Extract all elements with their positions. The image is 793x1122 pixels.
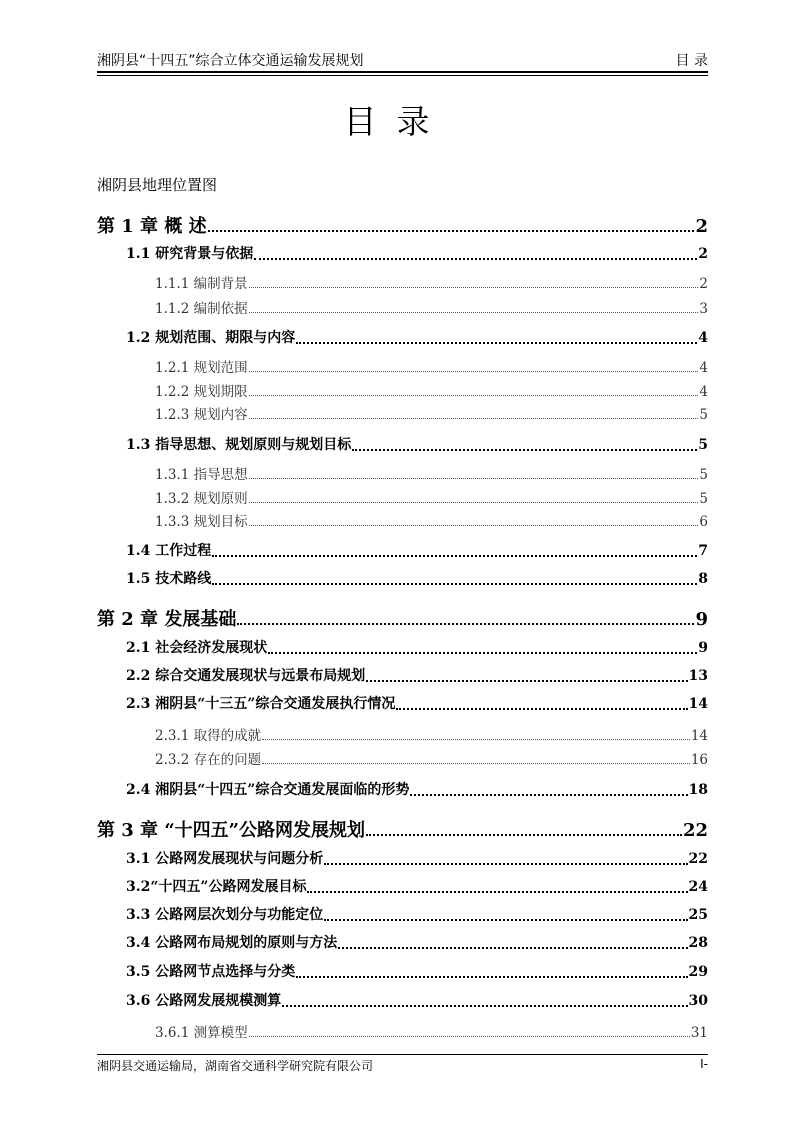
toc-entry-page: 5	[699, 491, 708, 507]
toc-subsection-entry[interactable]	[155, 724, 708, 744]
toc-entry-label: 第 3 章 “十四五”公路网发展规划	[97, 820, 366, 841]
toc-entry-label: 1.1.1 编制背景	[155, 276, 248, 292]
toc-entry-label: 2.2 综合交通发展现状与远景布局规划	[126, 668, 366, 684]
toc-entry-page: 25	[688, 907, 708, 923]
toc-leader-dots	[307, 891, 687, 893]
toc-entry-page: 14	[688, 696, 708, 712]
toc-entry-label: 3.3 公路网层次划分与功能定位	[126, 907, 324, 923]
toc-entry-label: 1.2.3 规划内容	[155, 407, 248, 423]
toc-section-entry[interactable]	[126, 665, 708, 685]
header-document-title: 湘阴县“十四五”综合立体交通运输发展规划	[97, 53, 364, 69]
toc-leader-dots	[296, 976, 687, 978]
toc-leader-dots	[352, 449, 697, 451]
toc-section-entry[interactable]	[126, 932, 708, 952]
toc-entry-page: 16	[690, 752, 708, 768]
toc-entry-page: 28	[688, 935, 708, 951]
page-footer	[97, 1057, 708, 1074]
toc-entry-page: 30	[688, 993, 708, 1009]
toc-entry-page: 5	[699, 467, 708, 483]
toc-section-entry[interactable]	[126, 848, 708, 868]
toc-entry-label: 1.3.3 规划目标	[155, 514, 248, 530]
toc-chapter-entry[interactable]	[97, 212, 708, 238]
toc-leader-dots	[249, 371, 699, 372]
toc-entry-page: 14	[690, 728, 708, 744]
toc-entry-label: 3.2“十四五”公路网发展目标	[126, 879, 307, 895]
toc-entry-page: 4	[699, 384, 708, 400]
toc-entry-label: 1.1.2 编制依据	[155, 301, 248, 317]
toc-entry-label: 2.4 湘阴县“十四五”综合交通发展面临的形势	[126, 782, 410, 798]
toc-section-entry[interactable]	[126, 779, 708, 799]
page-title: 目录	[343, 102, 450, 141]
toc-entry-label: 1.2.1 规划范围	[155, 360, 248, 376]
toc-entry-label: 1.1 研究背景与依据	[126, 246, 254, 262]
toc-leader-dots	[249, 1036, 690, 1037]
toc-subsection-entry[interactable]	[155, 487, 708, 507]
toc-entry-label: 3.5 公路网节点选择与分类	[126, 964, 296, 980]
toc-section-entry[interactable]	[126, 327, 708, 347]
toc-section-entry[interactable]	[126, 876, 708, 896]
toc-entry-page: 4	[698, 330, 708, 346]
toc-leader-dots	[282, 1005, 687, 1007]
toc-entry-label: 第 2 章 发展基础	[97, 609, 237, 630]
toc-entry-page: 7	[698, 543, 708, 559]
toc-section-entry[interactable]	[126, 904, 708, 924]
toc-entry-page: 24	[688, 879, 708, 895]
toc-leader-dots	[262, 763, 690, 764]
footer-rule	[97, 1054, 708, 1055]
toc-leader-dots	[249, 418, 699, 419]
toc-chapter-entry[interactable]	[97, 816, 708, 842]
toc-subsection-entry[interactable]	[155, 510, 708, 530]
toc-section-entry[interactable]	[126, 568, 708, 588]
toc-entry-page: 2	[698, 246, 708, 262]
toc-entry-page: 3	[699, 301, 708, 317]
toc-entry-page: 5	[699, 407, 708, 423]
footer-page-number: I-	[700, 1057, 708, 1071]
toc-section-entry[interactable]	[126, 693, 708, 713]
toc-leader-dots	[249, 312, 699, 313]
toc-entry-page: 22	[688, 851, 708, 867]
toc-chapter-entry[interactable]	[97, 605, 708, 631]
toc-entry-page: 4	[699, 360, 708, 376]
toc-entry-label: 3.6 公路网发展规模测算	[126, 993, 282, 1009]
toc-section-entry[interactable]	[126, 434, 708, 454]
toc-entry-label: 第 1 章 概 述	[97, 216, 207, 237]
toc-section-entry[interactable]	[126, 637, 708, 657]
toc-entry-label: 3.4 公路网布局规划的原则与方法	[126, 935, 338, 951]
toc-entry-label: 1.2.2 规划期限	[155, 384, 248, 400]
toc-leader-dots	[268, 652, 697, 654]
toc-entry-label: 2.3 湘阴县“十三五”综合交通发展执行情况	[126, 696, 396, 712]
toc-entry-page: 6	[699, 514, 708, 530]
toc-entry-page: 9	[695, 609, 708, 630]
toc-leader-dots	[249, 478, 699, 479]
toc-section-entry[interactable]	[126, 540, 708, 560]
toc-entry-label: 3.1 公路网发展现状与问题分析	[126, 851, 324, 867]
toc-entry-page: 8	[698, 571, 708, 587]
toc-leader-dots	[324, 863, 687, 865]
toc-leader-dots	[366, 834, 682, 836]
toc-leader-dots	[237, 623, 694, 625]
toc-leader-dots	[208, 230, 695, 232]
header-section-name: 目 录	[675, 53, 708, 69]
toc-entry-page: 5	[698, 437, 708, 453]
toc-subsection-entry[interactable]	[155, 1021, 708, 1041]
toc-subsection-entry[interactable]	[155, 297, 708, 317]
toc-leader-dots	[212, 555, 697, 557]
toc-entry-label: 3.6.1 测算模型	[155, 1025, 248, 1041]
toc-subsection-entry[interactable]	[155, 380, 708, 400]
toc-leader-dots	[249, 502, 699, 503]
toc-entry-page: 31	[690, 1025, 708, 1041]
toc-leader-dots	[324, 919, 687, 921]
toc-section-entry[interactable]	[126, 243, 708, 263]
toc-entry-label: 2.1 社会经济发展现状	[126, 640, 268, 656]
toc-entry-page: 9	[698, 640, 708, 656]
toc-leader-dots	[396, 708, 687, 710]
toc-entry-page: 18	[688, 782, 708, 798]
toc-entry-page: 2	[695, 216, 708, 237]
toc-subsection-entry[interactable]	[155, 463, 708, 483]
toc-leader-dots	[262, 739, 690, 740]
toc-entry-page: 13	[688, 668, 708, 684]
toc-subsection-entry[interactable]	[155, 356, 708, 376]
toc-leader-dots	[249, 287, 699, 288]
toc-entry-label: 1.3 指导思想、规划原则与规划目标	[126, 437, 352, 453]
toc-map-entry[interactable]: 湘阴县地理位置图	[97, 176, 218, 194]
toc-section-entry[interactable]	[126, 961, 708, 981]
toc-leader-dots	[296, 342, 697, 344]
toc-entry-page: 22	[682, 820, 708, 841]
toc-entry-label: 1.3.1 指导思想	[155, 467, 248, 483]
toc-subsection-entry[interactable]	[155, 748, 708, 768]
toc-entry-label: 1.2 规划范围、期限与内容	[126, 330, 296, 346]
toc-leader-dots	[338, 947, 687, 949]
toc-entry-label: 1.3.2 规划原则	[155, 491, 248, 507]
toc-leader-dots	[366, 680, 687, 682]
toc-entry-label: 1.5 技术路线	[126, 571, 212, 587]
toc-leader-dots	[212, 583, 697, 585]
toc-entry-page: 29	[688, 964, 708, 980]
toc-leader-dots	[254, 258, 697, 260]
footer-organization: 湘阴县交通运输局，湖南省交通科学研究院有限公司	[97, 1059, 374, 1073]
toc-entry-label: 1.4 工作过程	[126, 543, 212, 559]
toc-subsection-entry[interactable]	[155, 403, 708, 423]
toc-leader-dots	[249, 395, 699, 396]
toc-section-entry[interactable]	[126, 990, 708, 1010]
toc-leader-dots	[410, 794, 687, 796]
toc-subsection-entry[interactable]	[155, 272, 708, 292]
toc-leader-dots	[249, 525, 699, 526]
toc-entry-label: 2.3.1 取得的成就	[155, 728, 262, 744]
toc-entry-label: 2.3.2 存在的问题	[155, 752, 262, 768]
toc-entry-page: 2	[699, 276, 708, 292]
